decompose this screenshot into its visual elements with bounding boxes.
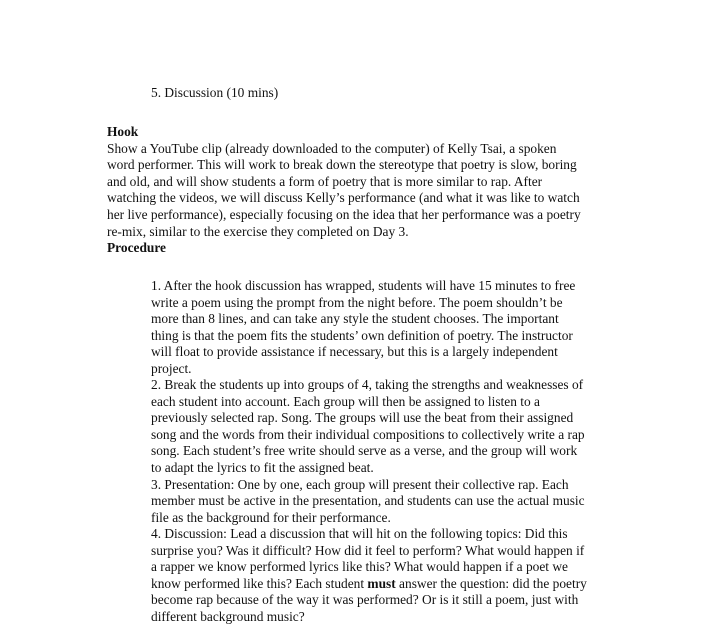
- procedure-line: project.: [151, 360, 192, 376]
- procedure-line: become rap because of the way it was performed? Or is it still a poem, just with: [151, 592, 579, 608]
- procedure-line: will float to provide assistance if necessary, but this is a largely independent: [151, 344, 558, 360]
- hook-line: watching the videos, we will discuss Kelly’s performance (and what it was like to watch: [107, 190, 580, 206]
- emphasis-must: must: [367, 575, 396, 591]
- procedure-line: write a poem using the prompt from the night before. The poem shouldn’t be: [151, 294, 563, 310]
- emphasis-before: know performed like this? Each student: [151, 575, 368, 591]
- procedure-line: 1. After the hook discussion has wrapped, students will have 15 minutes to free: [151, 278, 576, 293]
- hook-line: word performer. This will work to break down the stereotype that poetry is slow, boring: [107, 157, 577, 173]
- procedure-line: thing is that the poem fits the students’ own definition of poetry. The instructor: [151, 327, 573, 343]
- procedure-line-with-emphasis: [151, 576, 631, 593]
- lesson-item-discussion: 5. Discussion (10 mins): [151, 85, 279, 100]
- procedure-line: file as the background for their performance.: [151, 509, 391, 525]
- procedure-line: member must be active in the presentation, and students can use the actual music: [151, 493, 585, 509]
- procedure-line: a rapper we know performed lyrics like this? What would happen if a poet we: [151, 559, 568, 575]
- procedure-line: 2. Break the students up into groups of 4, taking the strengths and weaknesses of: [151, 377, 584, 393]
- procedure-line: previously selected rap. Song. The groups will use the beat from their assigned: [151, 410, 574, 426]
- procedure-line: to adapt the lyrics to fit the assigned beat.: [151, 460, 374, 476]
- procedure-heading: Procedure: [107, 240, 167, 256]
- procedure-line: 3. Presentation: One by one, each group will present their collective rap. Each: [151, 476, 569, 492]
- procedure-line: each student into account. Each group will then be assigned to listen to a: [151, 393, 540, 409]
- hook-line: Show a YouTube clip (already downloaded to the computer) of Kelly Tsai, a spoken: [107, 140, 557, 156]
- procedure-line: different background music?: [151, 608, 305, 624]
- hook-line: re-mix, similar to the exercise they completed on Day 3.: [107, 223, 409, 239]
- procedure-line: surprise you? Was it difficult? How did it feel to perform? What would happen if: [151, 542, 585, 558]
- procedure-section: [151, 278, 631, 625]
- procedure-line: more than 8 lines, and can take any style the student chooses. The important: [151, 311, 559, 327]
- hook-line: and old, and will show students a form of poetry that is more similar to rap. After: [107, 173, 543, 189]
- procedure-line: song and the words from their individual compositions to collectively write a rap: [151, 426, 585, 442]
- hook-heading: Hook: [107, 124, 139, 139]
- emphasis-after: answer the question: did the poetry: [395, 575, 587, 591]
- hook-line: her live performance), especially focusing on the idea that her performance was a poetry: [107, 206, 581, 222]
- hook-section: [107, 124, 627, 257]
- procedure-line: 4. Discussion: Lead a discussion that will hit on the following topics: Did this: [151, 526, 568, 542]
- procedure-line: song. Each student’s free write should serve as a verse, and the group will work: [151, 443, 578, 459]
